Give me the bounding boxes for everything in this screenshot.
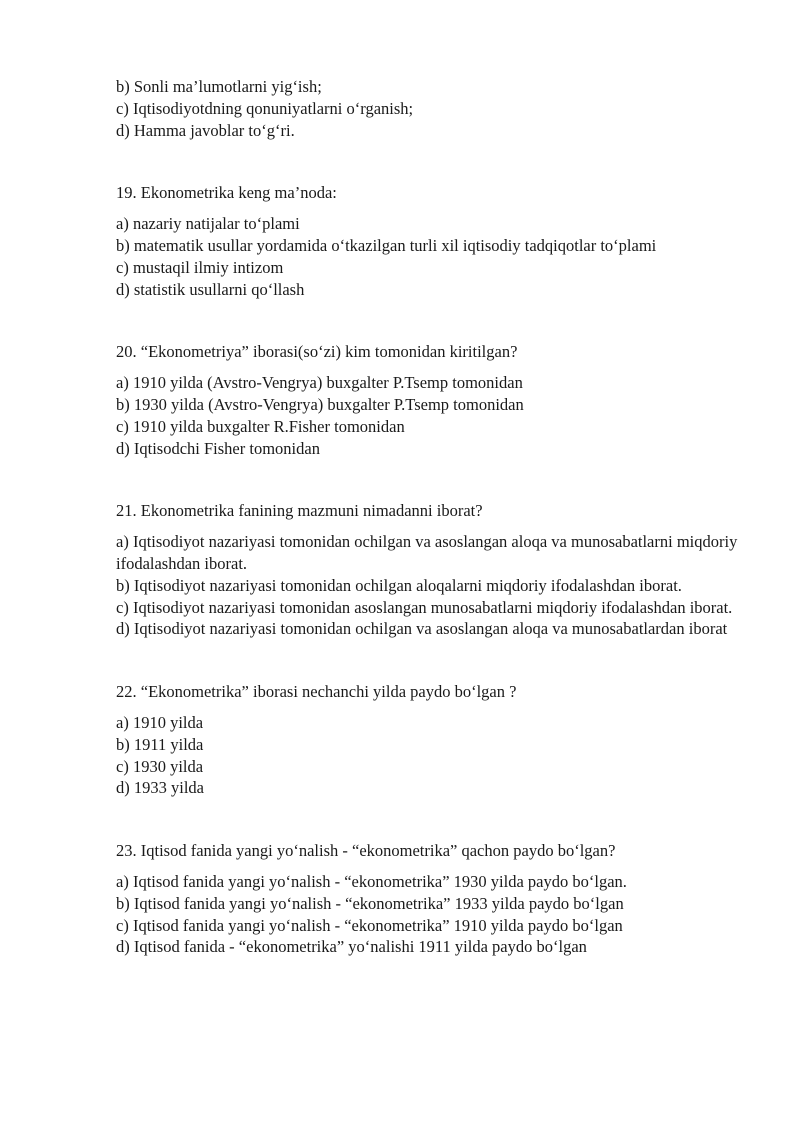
intro-answer-list [116, 76, 746, 141]
answer-option: c) 1910 yilda buxgalter R.Fisher tomonidan [116, 416, 405, 436]
answer-option: d) Iqtisodchi Fisher tomonidan [116, 438, 320, 458]
question-title: 20. “Ekonometriya” iborasi(so‘zi) kim tomonidan kiritilgan? [116, 342, 518, 362]
answer-option: a) 1910 yilda [116, 712, 204, 732]
answer-option: c) Iqtisod fanida yangi yo‘nalish - “ekonometrika” 1910 yilda paydo bo‘lgan [116, 915, 623, 935]
answer-option: d) 1933 yilda [116, 778, 204, 798]
answer-option: a) Iqtisodiyot nazariyasi tomonidan ochilgan va asoslangan aloqa va munosabatlarni miqdoriy ifodalashdan iborat. [116, 532, 738, 573]
answer-option: c) Iqtisodiyotdning qonuniyatlarni o‘rganish; [116, 98, 414, 118]
answer-option: b) Iqtisod fanida yangi yo‘nalish - “ekonometrika” 1933 yilda paydo bo‘lgan [116, 893, 624, 913]
answer-option: b) 1930 yilda (Avstro-Vengrya) buxgalter P.Tsemp tomonidan [116, 394, 524, 414]
answer-option: a) 1910 yilda (Avstro-Vengrya) buxgalter P.Tsemp tomonidan [116, 373, 523, 393]
answer-option: a) Iqtisod fanida yangi yo‘nalish - “ekonometrika” 1930 yilda paydo bo‘lgan. [116, 871, 627, 891]
answer-option: c) 1930 yilda [116, 756, 204, 776]
question-title: 23. Iqtisod fanida yangi yo‘nalish - “ekonometrika” qachon paydo bo‘lgan? [116, 841, 616, 861]
question-23 [116, 840, 746, 958]
question-19 [116, 182, 746, 300]
answer-option: d) statistik usullarni qo‘llash [116, 279, 305, 299]
document-page [116, 76, 746, 958]
question-22 [116, 681, 746, 799]
answer-option: c) mustaqil ilmiy intizom [116, 257, 284, 277]
question-20 [116, 341, 746, 459]
answer-option: b) 1911 yilda [116, 734, 204, 754]
question-title: 21. Ekonometrika fanining mazmuni nimadanni iborat? [116, 501, 483, 521]
answer-option: a) nazariy natijalar to‘plami [116, 214, 300, 234]
question-21 [116, 500, 746, 640]
answer-option: b) Sonli ma’lumotlarni yig‘ish; [116, 77, 322, 96]
answer-option: d) Iqtisod fanida - “ekonometrika” yo‘nalishi 1911 yilda paydo bo‘lgan [116, 937, 587, 957]
question-title: 22. “Ekonometrika” iborasi nechanchi yilda paydo bo‘lgan ? [116, 682, 517, 702]
answer-option: b) matematik usullar yordamida o‘tkazilgan turli xil iqtisodiy tadqiqotlar to‘plami [116, 235, 657, 255]
answer-option: b) Iqtisodiyot nazariyasi tomonidan ochilgan aloqalarni miqdoriy ifodalashdan iborat. [116, 575, 682, 595]
question-title: 19. Ekonometrika keng ma’noda: [116, 183, 337, 203]
answer-option: d) Iqtisodiyot nazariyasi tomonidan ochilgan va asoslangan aloqa va munosabatlardan iborat [116, 619, 728, 639]
answer-option: c) Iqtisodiyot nazariyasi tomonidan asoslangan munosabatlarni miqdoriy ifodalashdan iborat. [116, 597, 733, 617]
answer-option: d) Hamma javoblar to‘g‘ri. [116, 120, 295, 140]
